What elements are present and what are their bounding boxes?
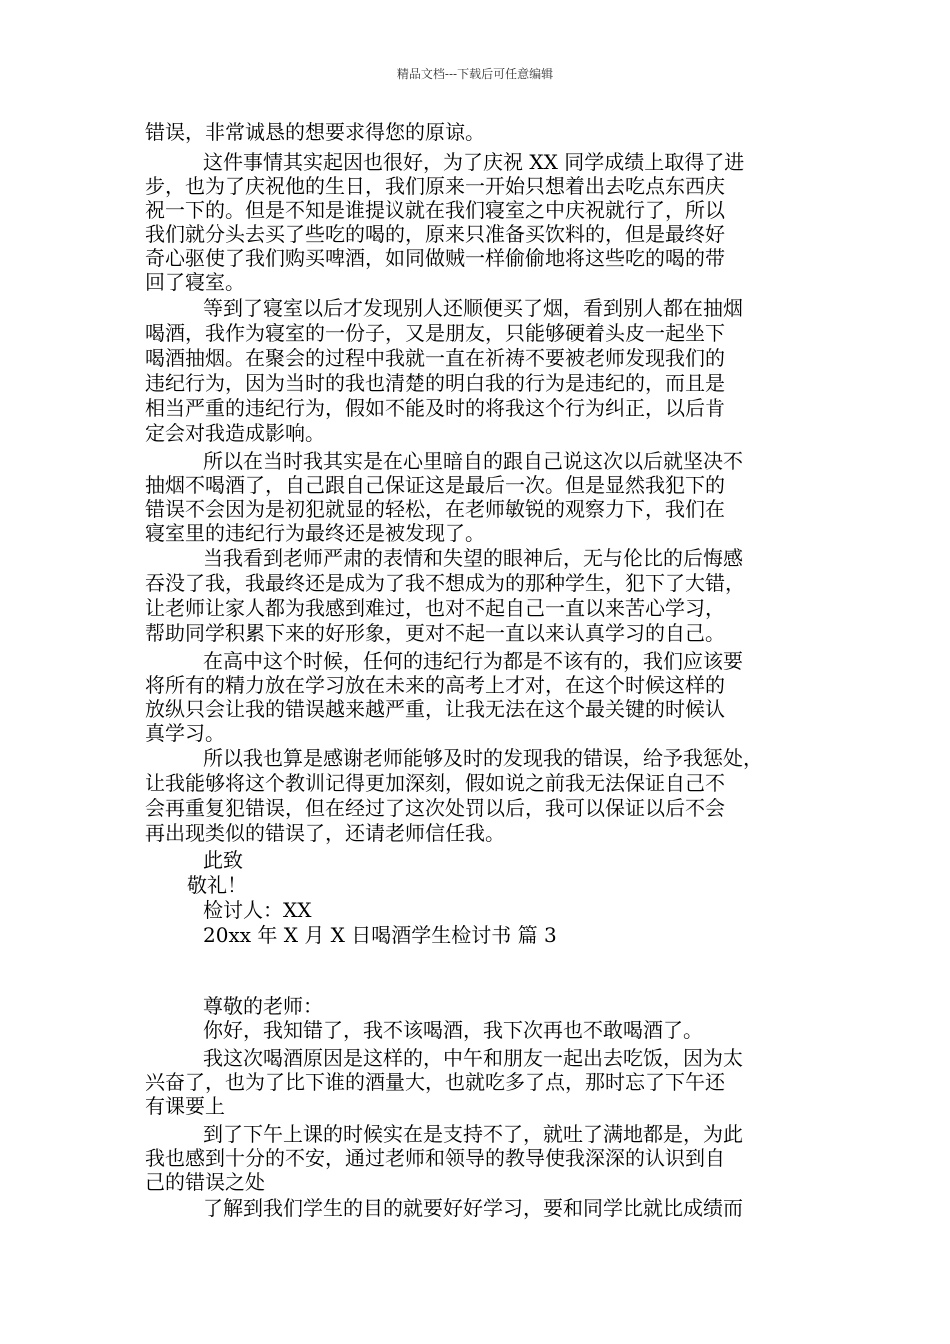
- text-line: 违纪行为，因为当时的我也清楚的明白我的行为是违纪的，而且是: [145, 371, 725, 395]
- closing-regards: 敬礼！: [187, 873, 247, 897]
- text-line: 奇心驱使了我们购买啤酒，如同做贼一样偷偷地将这些吃的喝的带: [145, 246, 725, 270]
- text-line: 吞没了我，我最终还是成为了我不想成为的那种学生，犯下了大错，: [145, 571, 745, 595]
- text-line: 喝酒抽烟。在聚会的过程中我就一直在祈祷不要被老师发现我们的: [145, 346, 725, 370]
- text-line: 了解到我们学生的目的就要好好学习，要和同学比就比成绩而: [203, 1196, 743, 1220]
- text-line: 兴奋了，也为了比下谁的酒量大，也就吃多了点，那时忘了下午还: [145, 1070, 725, 1094]
- text-line: 错误，非常诚恳的想要求得您的原谅。: [145, 120, 485, 144]
- text-line: 将所有的精力放在学习放在未来的高考上才对，在这个时候这样的: [145, 673, 725, 697]
- signature-line: 检讨人：XX: [203, 898, 312, 922]
- text-line: 步，也为了庆祝他的生日，我们原来一开始只想着出去吃点东西庆: [145, 174, 725, 198]
- text-line: 我也感到十分的不安，通过老师和领导的教导使我深深的认识到自: [145, 1146, 725, 1170]
- text-line: 这件事情其实起因也很好，为了庆祝 XX 同学成绩上取得了进: [203, 150, 745, 174]
- text-line: 再出现类似的错误了，还请老师信任我。: [145, 821, 505, 845]
- text-line: 你好，我知错了，我不该喝酒，我下次再也不敢喝酒了。: [203, 1018, 703, 1042]
- page-header: 精品文档---下载后可任意编辑: [396, 67, 554, 81]
- text-line: 己的错误之处: [145, 1170, 265, 1194]
- text-line: 有课要上: [145, 1094, 225, 1118]
- text-line: 等到了寝室以后才发现别人还顺便买了烟，看到别人都在抽烟: [203, 296, 743, 320]
- text-line: 会再重复犯错误，但在经过了这次处罚以后，我可以保证以后不会: [145, 796, 725, 820]
- text-line: 所以我也算是感谢老师能够及时的发现我的错误，给予我惩处，: [203, 746, 763, 770]
- text-line: 寝室里的违纪行为最终还是被发现了。: [145, 521, 485, 545]
- text-line: 放纵只会让我的错误越来越严重，让我无法在这个最关键的时候认: [145, 697, 725, 721]
- text-line: 我这次喝酒原因是这样的，中午和朋友一起出去吃饭，因为太: [203, 1046, 743, 1070]
- closing-salutation: 此致: [203, 848, 243, 872]
- greeting: 尊敬的老师：: [203, 994, 323, 1018]
- text-line: 真学习。: [145, 721, 225, 745]
- text-line: 我们就分头去买了些吃的喝的，原来只准备买饮料的，但是最终好: [145, 222, 725, 246]
- text-line: 抽烟不喝酒了，自己跟自己保证这是最后一次。但是显然我犯下的: [145, 473, 725, 497]
- section-title: 20xx 年 X 月 X 日喝酒学生检讨书 篇 3: [203, 923, 557, 947]
- text-line: 到了下午上课的时候实在是支持不了，就吐了满地都是，为此: [203, 1122, 743, 1146]
- text-line: 让老师让家人都为我感到难过，也对不起自己一直以来苦心学习，: [145, 596, 725, 620]
- text-line: 定会对我造成影响。: [145, 421, 325, 445]
- text-line: 在高中这个时候，任何的违纪行为都是不该有的，我们应该要: [203, 649, 743, 673]
- text-line: 当我看到老师严肃的表情和失望的眼神后，无与伦比的后悔感: [203, 546, 743, 570]
- text-line: 回了寝室。: [145, 270, 245, 294]
- text-line: 祝一下的。但是不知是谁提议就在我们寝室之中庆祝就行了，所以: [145, 198, 725, 222]
- text-line: 让我能够将这个教训记得更加深刻，假如说之前我无法保证自己不: [145, 771, 725, 795]
- text-line: 错误不会因为是初犯就显的轻松，在老师敏锐的观察力下，我们在: [145, 497, 725, 521]
- text-line: 所以在当时我其实是在心里暗自的跟自己说这次以后就坚决不: [203, 449, 743, 473]
- text-line: 相当严重的违纪行为，假如不能及时的将我这个行为纠正，以后肯: [145, 396, 725, 420]
- text-line: 帮助同学积累下来的好形象，更对不起一直以来认真学习的自己。: [145, 621, 725, 645]
- text-line: 喝酒，我作为寝室的一份子，又是朋友，只能够硬着头皮一起坐下: [145, 321, 725, 345]
